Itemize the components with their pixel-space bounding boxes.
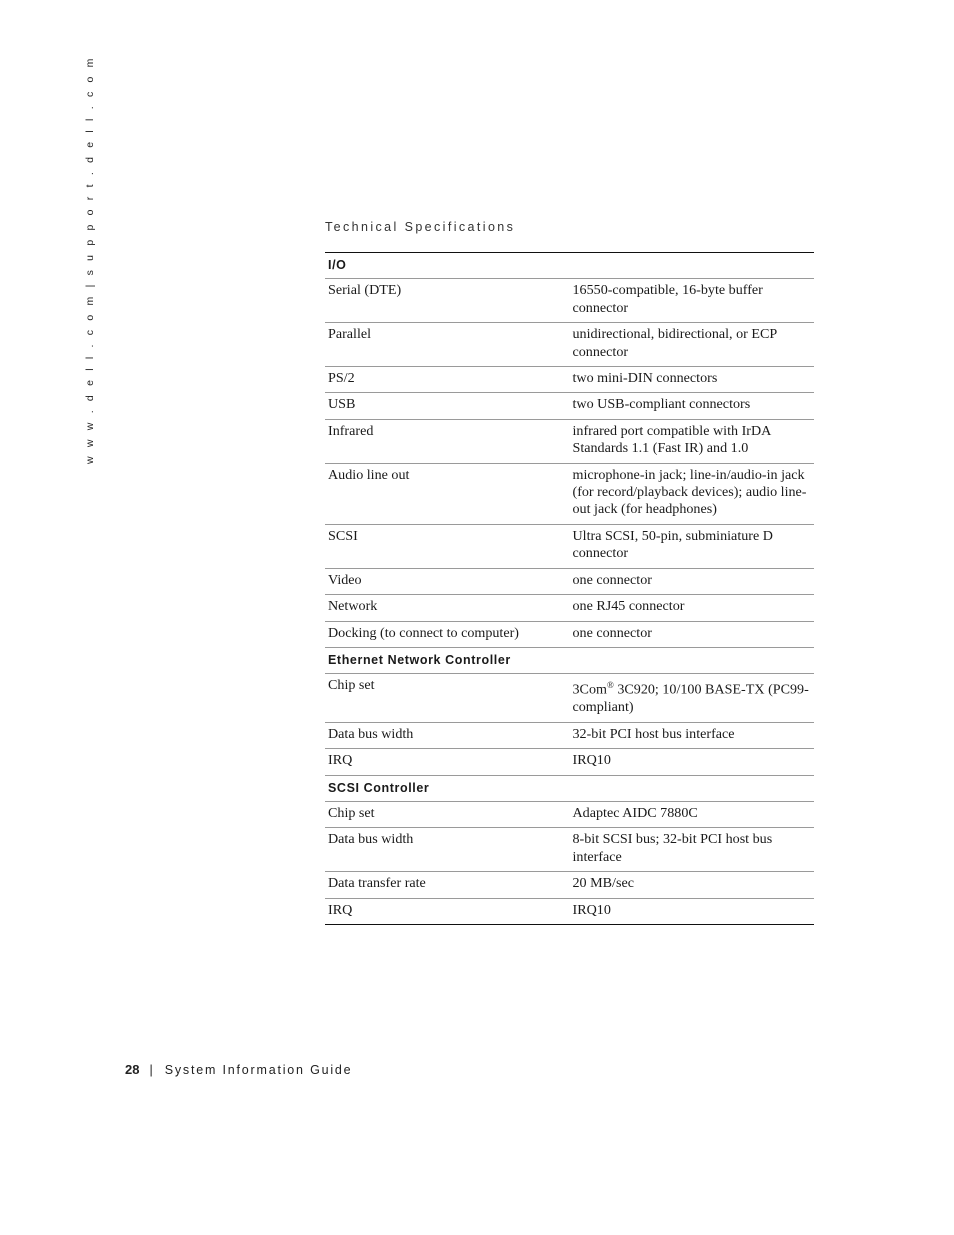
row-label: Docking (to connect to computer): [325, 621, 570, 647]
row-label: Audio line out: [325, 463, 570, 524]
row-label: PS/2: [325, 367, 570, 393]
footer-separator: |: [149, 1063, 153, 1077]
table-row: [325, 828, 814, 872]
table-row: [325, 323, 814, 367]
row-value: one connector: [570, 621, 815, 647]
table-row: [325, 674, 814, 723]
value-text: 3C920; 10/100 BASE-TX (PC99-compliant): [572, 682, 809, 716]
specs-table: [325, 252, 814, 925]
row-value: two mini-DIN connectors: [570, 367, 815, 393]
table-row: [325, 595, 814, 621]
row-value: two USB-compliant connectors: [570, 393, 815, 419]
row-label: Data transfer rate: [325, 872, 570, 898]
page-footer: [125, 1062, 352, 1077]
table-row: [325, 749, 814, 775]
group-header-ethernet: Ethernet Network Controller: [325, 647, 814, 673]
row-label: Infrared: [325, 419, 570, 463]
row-value: one RJ45 connector: [570, 595, 815, 621]
row-label: Parallel: [325, 323, 570, 367]
group-header-scsi: SCSI Controller: [325, 775, 814, 801]
row-value: IRQ10: [570, 898, 815, 924]
value-text: 3Com: [572, 682, 607, 698]
row-value: 16550-compatible, 16-byte buffer connector: [570, 279, 815, 323]
table-row: [325, 722, 814, 748]
group-header-row: [325, 647, 814, 673]
row-value: 20 MB/sec: [570, 872, 815, 898]
row-label: Network: [325, 595, 570, 621]
row-label: Chip set: [325, 802, 570, 828]
row-value: 8-bit SCSI bus; 32-bit PCI host bus interface: [570, 828, 815, 872]
group-header-row: [325, 775, 814, 801]
registered-mark: ®: [606, 680, 614, 691]
row-value: Adaptec AIDC 7880C: [570, 802, 815, 828]
row-value: one connector: [570, 568, 815, 594]
table-row: [325, 524, 814, 568]
guide-title: System Information Guide: [164, 1063, 353, 1077]
row-value: IRQ10: [570, 749, 815, 775]
table-row: [325, 898, 814, 924]
row-label: IRQ: [325, 898, 570, 924]
table-row: [325, 367, 814, 393]
row-label: SCSI: [325, 524, 570, 568]
row-value: 32-bit PCI host bus interface: [570, 722, 815, 748]
table-row: [325, 463, 814, 524]
row-label: Video: [325, 568, 570, 594]
table-row: [325, 621, 814, 647]
section-title: Technical Specifications: [325, 220, 516, 234]
row-value: [570, 674, 815, 723]
table-row: [325, 802, 814, 828]
row-label: Serial (DTE): [325, 279, 570, 323]
row-label: USB: [325, 393, 570, 419]
table-row: [325, 279, 814, 323]
row-value: microphone-in jack; line-in/audio-in jack (for record/playback devices); audio line-out jack (for headphones): [570, 463, 815, 524]
table-row: [325, 568, 814, 594]
row-label: Chip set: [325, 674, 570, 723]
table-row: [325, 393, 814, 419]
table-row: [325, 872, 814, 898]
row-label: Data bus width: [325, 828, 570, 872]
row-value: unidirectional, bidirectional, or ECP connector: [570, 323, 815, 367]
group-header-row: [325, 253, 814, 279]
row-label: IRQ: [325, 749, 570, 775]
row-label: Data bus width: [325, 722, 570, 748]
row-value: Ultra SCSI, 50-pin, subminiature D connector: [570, 524, 815, 568]
row-value: infrared port compatible with IrDA Standards 1.1 (Fast IR) and 1.0: [570, 419, 815, 463]
side-url: w w w . d e l l . c o m | s u p p o r t . d e l l . c o m: [84, 55, 96, 464]
table-row: [325, 419, 814, 463]
group-header-io: I/O: [328, 258, 347, 272]
page-number: 28: [125, 1062, 140, 1077]
